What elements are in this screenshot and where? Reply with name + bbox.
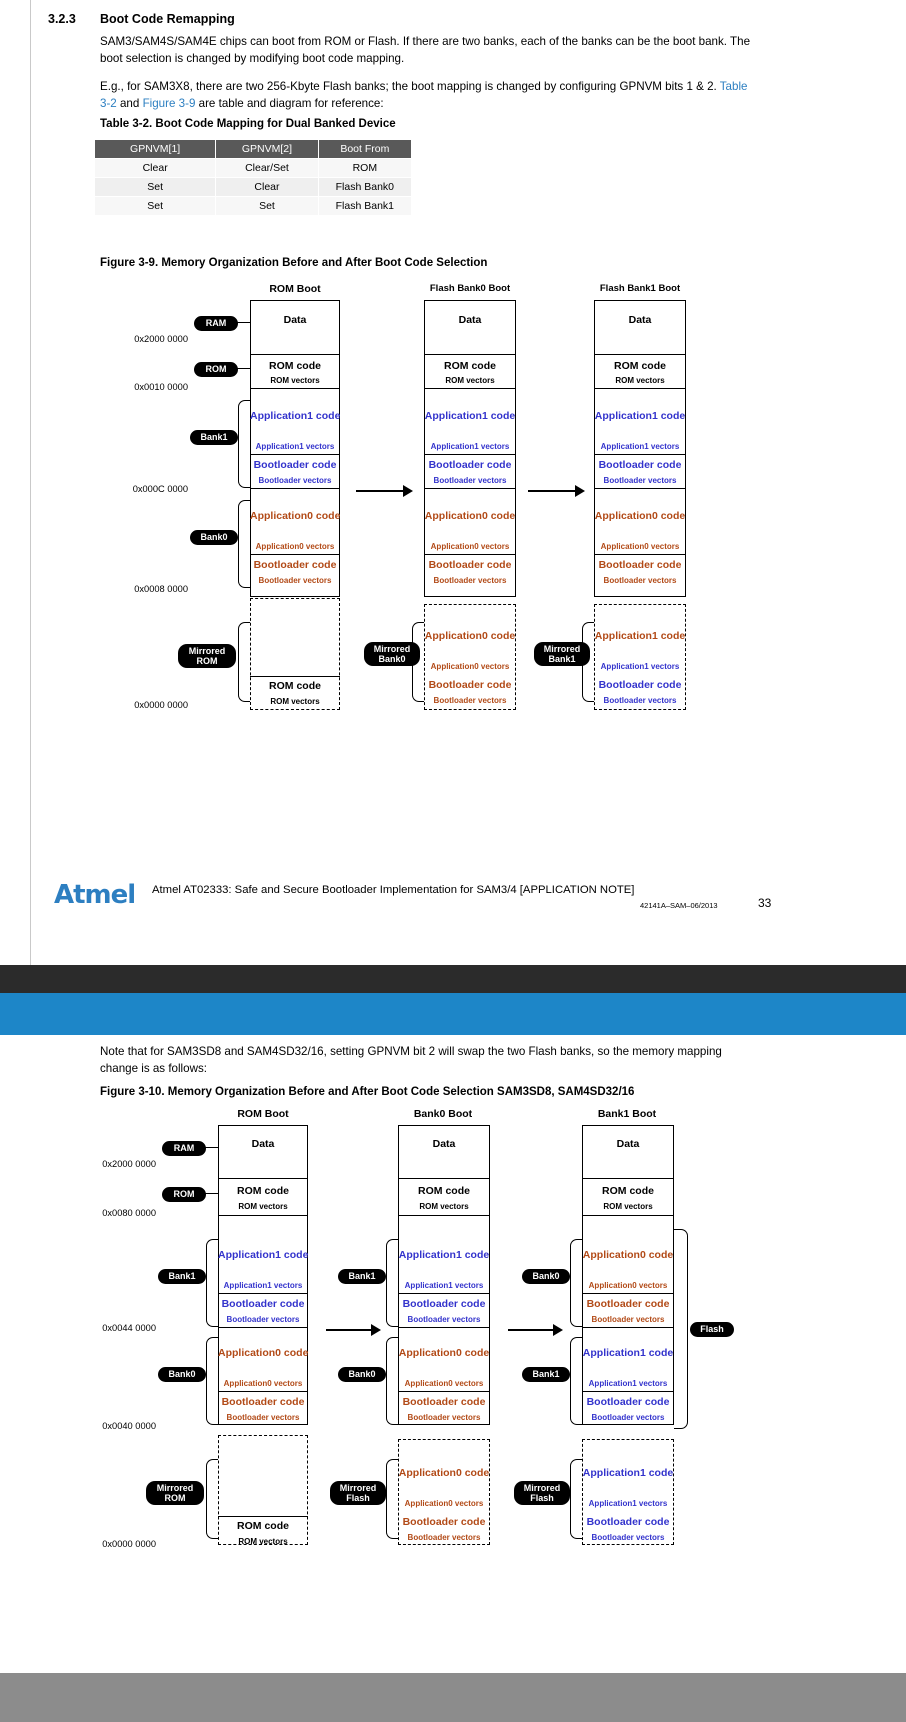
table-row [95, 178, 412, 197]
cell-gpnvm1: Clear [95, 159, 216, 178]
footer-text: Atmel AT02333: Safe and Secure Bootloader Implementation for SAM3/4 [APPLICATION NOTE] [152, 884, 635, 896]
fig9-c3-rom-vectors: ROM vectors [615, 376, 665, 385]
page-number: 33 [758, 896, 772, 910]
fig10-c3-brace-bank1 [570, 1337, 582, 1425]
page-2-note: Note that for SAM3SD8 and SAM4SD32/16, setting GPNVM bit 2 will swap the two Flash banks, so the memory mapping change is as follows: [100, 1045, 722, 1075]
fig10-addr-0: 0x2000 0000 [102, 1159, 156, 1169]
fig10-c2-label-bank0: Bank0 [338, 1367, 386, 1382]
fig10-c3-bl-code: Bootloader code [586, 1298, 670, 1310]
section-number: 3.2.3 [48, 12, 76, 26]
fig9-col1-title: ROM Boot [269, 283, 321, 295]
page-2-header-band [0, 993, 906, 1035]
figure-3-10 [0, 1103, 906, 1553]
fig10-c2-label-mirrored-flash: Mirrored Flash [330, 1481, 386, 1505]
fig10-c1-bl-vectors: Bootloader vectors [226, 1315, 300, 1324]
fig10-label-ram: RAM [162, 1141, 206, 1156]
fig10-c3-bl-vectors: Bootloader vectors [591, 1315, 665, 1324]
fig10-c3-app0-code: Application0 code [582, 1249, 674, 1261]
fig10-col1-title: ROM Boot [237, 1108, 289, 1120]
fig9-c2-rom-code: ROM code [444, 360, 496, 372]
fig9-c1-bl-code-2: Bootloader code [253, 559, 337, 571]
fig9-label-bank0: Bank0 [190, 530, 238, 545]
fig10-addr-2: 0x0044 0000 [102, 1323, 156, 1333]
fig10-c2-div3 [398, 1293, 490, 1294]
fig9-label-rom: ROM [194, 362, 238, 377]
fig10-c1-div6 [218, 1516, 308, 1517]
fig10-c3-label-bank0: Bank0 [522, 1269, 570, 1284]
fig10-c1-div5 [218, 1391, 308, 1392]
fig9-addr-1: 0x0010 0000 [134, 382, 188, 392]
paragraph-2-mid: and [116, 97, 143, 110]
fig10-c1-bl-code: Bootloader code [221, 1298, 305, 1310]
table-row [95, 197, 412, 216]
fig9-c2-div4 [424, 488, 516, 489]
fig10-c3-div4 [582, 1327, 674, 1328]
fig9-c3-div1 [594, 354, 686, 355]
table-header-row [95, 140, 412, 159]
fig9-label-mirrored-bank1: Mirrored Bank1 [534, 642, 590, 666]
fig10-c2-div4 [398, 1327, 490, 1328]
boot-mapping-table [94, 139, 412, 216]
paragraph-2-post: are table and diagram for reference: [195, 97, 384, 110]
fig10-c2-m-app0-code: Application0 code [398, 1467, 490, 1479]
cell-boot-from: Flash Bank0 [318, 178, 411, 197]
fig10-c3-brace-bank0 [570, 1239, 582, 1327]
fig9-c3-m-app1-vectors: Application1 vectors [600, 662, 680, 671]
fig10-c1-div3 [218, 1293, 308, 1294]
fig9-c1-app0-vectors: Application0 vectors [255, 542, 335, 551]
figure-3-9-caption: Figure 3-9. Memory Organization Before and After Boot Code Selection [100, 257, 488, 269]
fig9-c2-app1-code: Application1 code [424, 410, 516, 422]
fig10-label-rom: ROM [162, 1187, 206, 1202]
fig10-c1-app1-code: Application1 code [218, 1249, 308, 1261]
fig9-addr-2: 0x000C 0000 [132, 484, 188, 494]
fig9-c3-app0-vectors: Application0 vectors [600, 542, 680, 551]
fig9-c2-mirrored-box [424, 604, 516, 710]
fig9-label-mirrored-rom: Mirrored ROM [178, 644, 236, 668]
fig10-c3-m-bl-code: Bootloader code [586, 1516, 670, 1528]
fig10-c3-div2 [582, 1215, 674, 1216]
fig9-arrow-2 [528, 490, 576, 492]
fig9-c1-app1-code: Application1 code [250, 410, 340, 422]
th-gpnvm2: GPNVM[2] [216, 140, 318, 159]
fig9-brace-bank1 [238, 400, 250, 488]
table-row [95, 159, 412, 178]
fig10-c1-div1 [218, 1178, 308, 1179]
fig10-c1-rom-code: ROM code [237, 1185, 289, 1197]
fig10-c3-m-app1-code: Application1 code [582, 1467, 674, 1479]
footer-doc-id: 42141A–SAM–06/2013 [640, 901, 718, 910]
fig9-c3-div5 [594, 554, 686, 555]
fig10-c2-m-bl-vectors: Bootloader vectors [407, 1533, 481, 1542]
fig9-c1-bl-code: Bootloader code [253, 459, 337, 471]
fig9-c1-rom-code: ROM code [269, 360, 321, 372]
fig10-c2-label-bank1: Bank1 [338, 1269, 386, 1284]
fig9-label-ram: RAM [194, 316, 238, 331]
fig9-c1-app0-code: Application0 code [250, 510, 340, 522]
atmel-logo: Atmel [54, 880, 136, 910]
cell-gpnvm2: Clear [216, 178, 318, 197]
th-gpnvm1: GPNVM[1] [95, 140, 216, 159]
fig9-leader-ram [236, 322, 250, 323]
fig10-c1-bl-vectors-2: Bootloader vectors [226, 1413, 300, 1422]
fig9-c3-bl-code: Bootloader code [598, 459, 682, 471]
cell-gpnvm1: Set [95, 197, 216, 216]
fig9-c1-bl-vectors: Bootloader vectors [258, 476, 332, 485]
fig10-c3-bl-code-2: Bootloader code [586, 1396, 670, 1408]
fig10-c2-mirrored-box [398, 1439, 490, 1545]
fig10-c1-app1-vectors: Application1 vectors [223, 1281, 303, 1290]
figure-3-10-caption: Figure 3-10. Memory Organization Before and After Boot Code Selection SAM3SD8, SAM4SD32/16 [100, 1086, 635, 1098]
fig10-brace-flash [674, 1229, 688, 1429]
paragraph-2-pre: E.g., for SAM3X8, there are two 256-Kbyte Flash banks; the boot mapping is changed by configuring GPNVM bits 1 & 2. [100, 80, 720, 93]
fig9-c1-mirror-rom-code: ROM code [269, 680, 321, 692]
fig10-label-bank0: Bank0 [158, 1367, 206, 1382]
fig10-c3-mirrored-box [582, 1439, 674, 1545]
fig9-c3-m-bl-code: Bootloader code [598, 679, 682, 691]
fig10-c3-bl-vectors-2: Bootloader vectors [591, 1413, 665, 1422]
fig10-c2-rom-code: ROM code [418, 1185, 470, 1197]
fig9-c2-rom-vectors: ROM vectors [445, 376, 495, 385]
fig9-addr-0: 0x2000 0000 [134, 334, 188, 344]
fig10-c2-data: Data [432, 1138, 456, 1150]
fig10-c3-rom-vectors: ROM vectors [603, 1202, 653, 1211]
fig10-addr-3: 0x0040 0000 [102, 1421, 156, 1431]
fig10-label-flash: Flash [690, 1322, 734, 1337]
th-boot-from: Boot From [318, 140, 411, 159]
fig9-brace-mirrored-bank1 [582, 622, 594, 702]
fig10-c3-div1 [582, 1178, 674, 1179]
fig10-c1-m-rom-code: ROM code [237, 1520, 289, 1532]
fig10-c2-rom-vectors: ROM vectors [419, 1202, 469, 1211]
fig10-c3-m-app1-vectors: Application1 vectors [588, 1499, 668, 1508]
fig10-c3-m-bl-vectors: Bootloader vectors [591, 1533, 665, 1542]
section-title: Boot Code Remapping [100, 12, 235, 26]
fig10-addr-4: 0x0000 0000 [102, 1539, 156, 1549]
fig9-c2-m-bl-vectors: Bootloader vectors [433, 696, 507, 705]
fig9-c1-div5 [250, 554, 340, 555]
fig10-c2-brace-mirrored [386, 1459, 398, 1539]
fig9-arrow-1 [356, 490, 404, 492]
fig9-c3-bl-vectors: Bootloader vectors [603, 476, 677, 485]
link-table-3-2[interactable]: Table 3-2 [100, 80, 748, 110]
fig10-c3-label-mirrored-flash: Mirrored Flash [514, 1481, 570, 1505]
paragraph-1: SAM3/SAM4S/SAM4E chips can boot from ROM or Flash. If there are two banks, each of the banks can be the boot bank. The boot selection is changed by modifying boot code mapping. [100, 35, 751, 65]
fig9-c2-div5 [424, 554, 516, 555]
fig9-brace-mirrored [238, 622, 250, 702]
fig9-addr-4: 0x0000 0000 [134, 700, 188, 710]
fig10-c1-data: Data [251, 1138, 275, 1150]
cell-boot-from: ROM [318, 159, 411, 178]
fig10-c1-bl-code-2: Bootloader code [221, 1396, 305, 1408]
fig10-c2-bl-vectors: Bootloader vectors [407, 1315, 481, 1324]
fig10-c3-div3 [582, 1293, 674, 1294]
fig9-c2-bl-vectors: Bootloader vectors [433, 476, 507, 485]
fig9-c1-div2 [250, 388, 340, 389]
fig9-leader-rom [236, 368, 250, 369]
fig10-col2-title: Bank0 Boot [413, 1108, 473, 1120]
fig9-c1-mirror-rom-vectors: ROM vectors [270, 697, 320, 706]
fig10-c2-div1 [398, 1178, 490, 1179]
fig9-c3-m-bl-vectors: Bootloader vectors [603, 696, 677, 705]
fig10-label-mirrored-rom: Mirrored ROM [146, 1481, 204, 1505]
fig9-c1-app1-vectors: Application1 vectors [255, 442, 335, 451]
fig10-c2-app1-vectors: Application1 vectors [404, 1281, 484, 1290]
fig9-c3-div3 [594, 454, 686, 455]
fig10-c3-label-bank1: Bank1 [522, 1367, 570, 1382]
fig9-c2-app1-vectors: Application1 vectors [430, 442, 510, 451]
fig9-c3-app1-code: Application1 code [594, 410, 686, 422]
fig9-col2-title: Flash Bank0 Boot [429, 283, 511, 294]
fig9-c3-mirrored-box [594, 604, 686, 710]
fig9-c2-app0-code: Application0 code [424, 510, 516, 522]
fig10-c3-app0-vectors: Application0 vectors [588, 1281, 668, 1290]
fig9-c3-rom-code: ROM code [614, 360, 666, 372]
page-2 [0, 993, 906, 1673]
fig10-arrow-2 [508, 1329, 554, 1331]
fig10-c3-app1-vectors: Application1 vectors [588, 1379, 668, 1388]
fig9-c2-m-app0-code: Application0 code [424, 630, 516, 642]
fig9-label-mirrored-bank0: Mirrored Bank0 [364, 642, 420, 666]
fig9-brace-bank0 [238, 500, 250, 588]
page-separator [0, 965, 906, 993]
fig10-c3-brace-mirrored [570, 1459, 582, 1539]
fig10-c2-m-bl-code: Bootloader code [402, 1516, 486, 1528]
fig10-c1-div4 [218, 1327, 308, 1328]
fig9-c3-app0-code: Application0 code [594, 510, 686, 522]
fig10-c1-app0-code: Application0 code [218, 1347, 308, 1359]
fig10-c2-app0-code: Application0 code [398, 1347, 490, 1359]
fig9-c1-data: Data [283, 314, 307, 326]
fig10-addr-1: 0x0080 0000 [102, 1208, 156, 1218]
fig10-c2-bl-vectors-2: Bootloader vectors [407, 1413, 481, 1422]
table-caption: Table 3-2. Boot Code Mapping for Dual Banked Device [100, 118, 396, 130]
fig9-c2-div3 [424, 454, 516, 455]
fig10-c1-rom-vectors: ROM vectors [238, 1202, 288, 1211]
fig9-c3-app1-vectors: Application1 vectors [600, 442, 680, 451]
fig10-c2-brace-bank1 [386, 1239, 398, 1327]
cell-gpnvm2: Set [216, 197, 318, 216]
fig10-c2-m-app0-vectors: Application0 vectors [404, 1499, 484, 1508]
fig10-c2-bl-code: Bootloader code [402, 1298, 486, 1310]
fig10-leader-rom [204, 1193, 218, 1194]
fig10-brace-bank0 [206, 1337, 218, 1425]
fig9-c1-div1 [250, 354, 340, 355]
fig10-c1-div2 [218, 1215, 308, 1216]
fig10-c1-m-rom-vectors: ROM vectors [238, 1537, 288, 1546]
paragraph-2 [100, 78, 760, 112]
fig10-leader-ram [204, 1147, 218, 1148]
fig9-col3-title: Flash Bank1 Boot [599, 283, 681, 294]
fig10-c2-bl-code-2: Bootloader code [402, 1396, 486, 1408]
fig9-c1-bl-vectors-2: Bootloader vectors [258, 576, 332, 585]
fig9-c3-bl-code-2: Bootloader code [598, 559, 682, 571]
fig10-label-bank1: Bank1 [158, 1269, 206, 1284]
fig9-c2-bl-code-2: Bootloader code [428, 559, 512, 571]
fig9-c1-mirrored-box [250, 598, 340, 710]
fig10-c2-app0-vectors: Application0 vectors [404, 1379, 484, 1388]
fig9-c3-data: Data [628, 314, 652, 326]
fig9-c3-bl-vectors-2: Bootloader vectors [603, 576, 677, 585]
fig9-label-bank1: Bank1 [190, 430, 238, 445]
fig9-brace-mirrored-bank0 [412, 622, 424, 702]
fig10-arrow-1 [326, 1329, 372, 1331]
fig9-c2-div2 [424, 388, 516, 389]
fig10-c3-div5 [582, 1391, 674, 1392]
cell-gpnvm2: Clear/Set [216, 159, 318, 178]
fig9-c1-div3 [250, 454, 340, 455]
fig9-c2-div1 [424, 354, 516, 355]
fig10-c2-app1-code: Application1 code [398, 1249, 490, 1261]
fig10-col3-title: Bank1 Boot [597, 1108, 657, 1120]
fig9-c1-div6 [250, 676, 340, 677]
fig10-c3-app1-code: Application1 code [582, 1347, 674, 1359]
fig9-c2-m-bl-code: Bootloader code [428, 679, 512, 691]
fig9-c3-m-app1-code: Application1 code [594, 630, 686, 642]
fig10-c2-div2 [398, 1215, 490, 1216]
fig10-c2-div5 [398, 1391, 490, 1392]
figure-3-9 [0, 278, 906, 728]
fig9-c1-rom-vectors: ROM vectors [270, 376, 320, 385]
fig9-c3-div2 [594, 388, 686, 389]
fig9-addr-3: 0x0008 0000 [134, 584, 188, 594]
fig10-c2-brace-bank0 [386, 1337, 398, 1425]
cell-boot-from: Flash Bank1 [318, 197, 411, 216]
fig10-c3-rom-code: ROM code [602, 1185, 654, 1197]
fig9-c3-div4 [594, 488, 686, 489]
fig10-c3-data: Data [616, 1138, 640, 1150]
fig9-c2-data: Data [458, 314, 482, 326]
cell-gpnvm1: Set [95, 178, 216, 197]
fig9-c2-app0-vectors: Application0 vectors [430, 542, 510, 551]
fig10-brace-mirrored [206, 1459, 218, 1539]
fig10-c1-app0-vectors: Application0 vectors [223, 1379, 303, 1388]
fig9-c2-bl-vectors-2: Bootloader vectors [433, 576, 507, 585]
link-figure-3-9[interactable]: Figure 3-9 [142, 97, 196, 110]
fig9-c2-bl-code: Bootloader code [428, 459, 512, 471]
fig10-brace-bank1 [206, 1239, 218, 1327]
fig9-c1-div4 [250, 488, 340, 489]
fig9-c2-m-app0-vectors: Application0 vectors [430, 662, 510, 671]
